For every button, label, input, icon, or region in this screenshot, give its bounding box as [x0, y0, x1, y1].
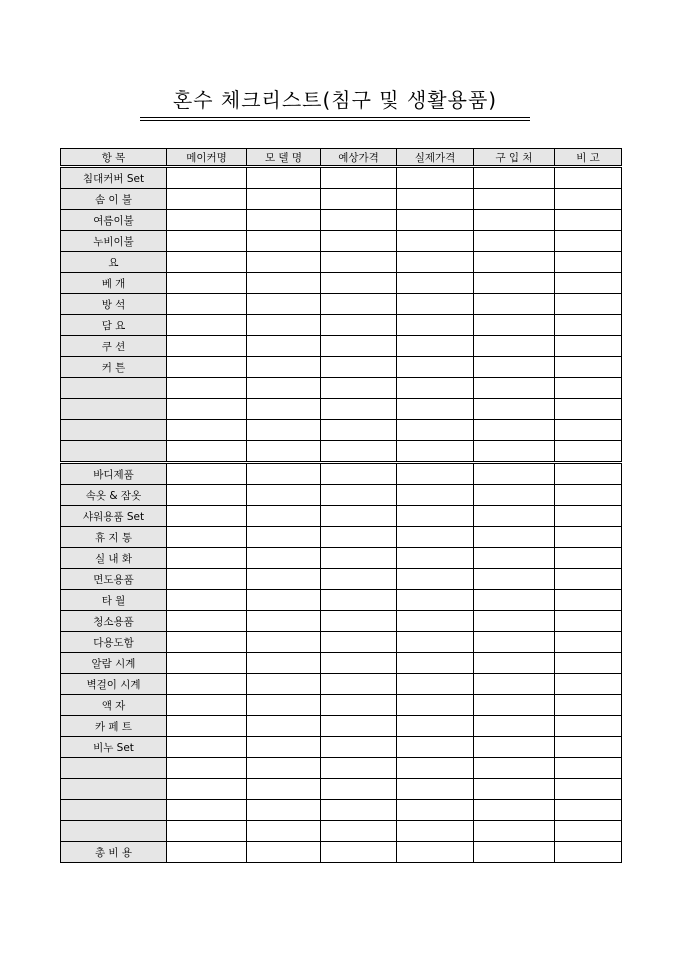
entry-cell[interactable]	[397, 716, 474, 737]
entry-cell[interactable]	[474, 590, 555, 611]
item-name: 베 개	[61, 273, 167, 294]
item-name	[61, 800, 167, 821]
entry-cell[interactable]	[474, 632, 555, 653]
table-row	[61, 189, 622, 210]
entry-cell[interactable]	[555, 716, 622, 737]
header-item: 항 목	[61, 149, 167, 167]
table-row	[61, 210, 622, 231]
entry-cell[interactable]	[321, 590, 397, 611]
entry-cell[interactable]	[474, 674, 555, 695]
entry-cell[interactable]	[474, 821, 555, 842]
entry-cell[interactable]	[167, 611, 247, 632]
entry-cell[interactable]	[555, 399, 622, 420]
table-row	[61, 779, 622, 800]
entry-cell[interactable]	[397, 695, 474, 716]
table-row	[61, 294, 622, 315]
entry-cell[interactable]	[247, 210, 321, 231]
entry-cell[interactable]	[555, 420, 622, 441]
entry-cell[interactable]	[321, 842, 397, 863]
item-name: 면도용품	[61, 569, 167, 590]
entry-cell[interactable]	[247, 632, 321, 653]
table-row	[61, 485, 622, 506]
entry-cell[interactable]	[474, 273, 555, 294]
entry-cell[interactable]	[167, 378, 247, 399]
entry-cell[interactable]	[321, 800, 397, 821]
table-row	[61, 590, 622, 611]
entry-cell[interactable]	[321, 167, 397, 189]
item-name	[61, 758, 167, 779]
item-name: 요	[61, 252, 167, 273]
item-name: 비누 Set	[61, 737, 167, 758]
entry-cell[interactable]	[474, 758, 555, 779]
entry-cell[interactable]	[555, 758, 622, 779]
entry-cell[interactable]	[474, 189, 555, 210]
item-name: 속옷 & 잠옷	[61, 485, 167, 506]
entry-cell[interactable]	[247, 758, 321, 779]
entry-cell[interactable]	[555, 167, 622, 189]
entry-cell[interactable]	[247, 506, 321, 527]
entry-cell[interactable]	[167, 315, 247, 336]
table-row	[61, 737, 622, 758]
entry-cell[interactable]	[321, 506, 397, 527]
entry-cell[interactable]	[247, 821, 321, 842]
title-underline	[140, 117, 530, 118]
entry-cell[interactable]	[555, 315, 622, 336]
entry-cell[interactable]	[474, 695, 555, 716]
entry-cell[interactable]	[555, 737, 622, 758]
entry-cell[interactable]	[247, 463, 321, 485]
entry-cell[interactable]	[397, 231, 474, 252]
table-row	[61, 569, 622, 590]
entry-cell[interactable]	[474, 800, 555, 821]
entry-cell[interactable]	[555, 336, 622, 357]
table-row	[61, 420, 622, 441]
entry-cell[interactable]	[167, 294, 247, 315]
item-name	[61, 420, 167, 441]
entry-cell[interactable]	[555, 590, 622, 611]
item-name: 실 내 화	[61, 548, 167, 569]
entry-cell[interactable]	[321, 336, 397, 357]
entry-cell[interactable]	[397, 779, 474, 800]
item-name: 방 석	[61, 294, 167, 315]
entry-cell[interactable]	[247, 189, 321, 210]
table-row	[61, 821, 622, 842]
entry-cell[interactable]	[167, 189, 247, 210]
header-note: 비 고	[555, 149, 622, 167]
entry-cell[interactable]	[247, 399, 321, 420]
entry-cell[interactable]	[397, 336, 474, 357]
entry-cell[interactable]	[167, 737, 247, 758]
entry-cell[interactable]	[247, 231, 321, 252]
header-maker: 메이커명	[167, 149, 247, 167]
entry-cell[interactable]	[247, 800, 321, 821]
entry-cell[interactable]	[555, 210, 622, 231]
entry-cell[interactable]	[555, 252, 622, 273]
entry-cell[interactable]	[167, 569, 247, 590]
entry-cell[interactable]	[397, 758, 474, 779]
table-row	[61, 632, 622, 653]
table-row	[61, 315, 622, 336]
entry-cell[interactable]	[247, 716, 321, 737]
entry-cell[interactable]	[474, 357, 555, 378]
entry-cell[interactable]	[167, 821, 247, 842]
entry-cell[interactable]	[397, 210, 474, 231]
entry-cell[interactable]	[321, 463, 397, 485]
item-name	[61, 779, 167, 800]
entry-cell[interactable]	[397, 294, 474, 315]
entry-cell[interactable]	[397, 167, 474, 189]
item-name	[61, 441, 167, 463]
entry-cell[interactable]	[555, 569, 622, 590]
entry-cell[interactable]	[474, 548, 555, 569]
entry-cell[interactable]	[397, 737, 474, 758]
entry-cell[interactable]	[397, 548, 474, 569]
entry-cell[interactable]	[474, 779, 555, 800]
entry-cell[interactable]	[167, 506, 247, 527]
item-name	[61, 378, 167, 399]
entry-cell[interactable]	[474, 441, 555, 463]
entry-cell[interactable]	[474, 506, 555, 527]
item-name: 담 요	[61, 315, 167, 336]
item-name: 벽걸이 시계	[61, 674, 167, 695]
entry-cell[interactable]	[167, 485, 247, 506]
entry-cell[interactable]	[555, 273, 622, 294]
entry-cell[interactable]	[321, 420, 397, 441]
entry-cell[interactable]	[555, 695, 622, 716]
entry-cell[interactable]	[397, 506, 474, 527]
entry-cell[interactable]	[167, 273, 247, 294]
entry-cell[interactable]	[474, 315, 555, 336]
item-name: 액 자	[61, 695, 167, 716]
entry-cell[interactable]	[474, 463, 555, 485]
table-row	[61, 357, 622, 378]
item-name: 알람 시계	[61, 653, 167, 674]
entry-cell[interactable]	[247, 590, 321, 611]
item-name: 침대커버 Set	[61, 167, 167, 189]
entry-cell[interactable]	[167, 231, 247, 252]
total-row	[61, 842, 622, 863]
entry-cell[interactable]	[397, 441, 474, 463]
entry-cell[interactable]	[555, 463, 622, 485]
table-row	[61, 231, 622, 252]
entry-cell[interactable]	[321, 252, 397, 273]
entry-cell[interactable]	[474, 399, 555, 420]
entry-cell[interactable]	[321, 716, 397, 737]
entry-cell[interactable]	[397, 357, 474, 378]
entry-cell[interactable]	[474, 336, 555, 357]
table-row	[61, 463, 622, 485]
item-name: 휴 지 통	[61, 527, 167, 548]
header-actual-price: 실제가격	[397, 149, 474, 167]
entry-cell[interactable]	[321, 569, 397, 590]
entry-cell[interactable]	[167, 252, 247, 273]
entry-cell[interactable]	[321, 231, 397, 252]
entry-cell[interactable]	[397, 378, 474, 399]
entry-cell[interactable]	[247, 336, 321, 357]
entry-cell[interactable]	[555, 674, 622, 695]
entry-cell[interactable]	[167, 758, 247, 779]
entry-cell[interactable]	[167, 210, 247, 231]
entry-cell[interactable]	[555, 632, 622, 653]
item-name: 총 비 용	[61, 842, 167, 863]
entry-cell[interactable]	[555, 548, 622, 569]
entry-cell[interactable]	[321, 294, 397, 315]
table-row	[61, 252, 622, 273]
item-name: 솜 이 불	[61, 189, 167, 210]
item-name	[61, 399, 167, 420]
entry-cell[interactable]	[167, 674, 247, 695]
entry-cell[interactable]	[321, 399, 397, 420]
entry-cell[interactable]	[247, 315, 321, 336]
entry-cell[interactable]	[555, 378, 622, 399]
item-name: 바디제품	[61, 463, 167, 485]
entry-cell[interactable]	[321, 611, 397, 632]
table-row	[61, 758, 622, 779]
entry-cell[interactable]	[167, 695, 247, 716]
entry-cell[interactable]	[555, 821, 622, 842]
entry-cell[interactable]	[474, 252, 555, 273]
entry-cell[interactable]	[397, 485, 474, 506]
item-name: 쿠 션	[61, 336, 167, 357]
entry-cell[interactable]	[247, 548, 321, 569]
entry-cell[interactable]	[321, 210, 397, 231]
entry-cell[interactable]	[555, 485, 622, 506]
entry-cell[interactable]	[247, 485, 321, 506]
entry-cell[interactable]	[474, 842, 555, 863]
entry-cell[interactable]	[555, 189, 622, 210]
entry-cell[interactable]	[167, 653, 247, 674]
item-name: 타 월	[61, 590, 167, 611]
entry-cell[interactable]	[247, 695, 321, 716]
item-name: 커 튼	[61, 357, 167, 378]
entry-cell[interactable]	[397, 463, 474, 485]
table-row	[61, 674, 622, 695]
entry-cell[interactable]	[397, 800, 474, 821]
entry-cell[interactable]	[247, 569, 321, 590]
entry-cell[interactable]	[397, 399, 474, 420]
item-name: 여름이불	[61, 210, 167, 231]
header-model: 모 델 명	[247, 149, 321, 167]
entry-cell[interactable]	[321, 737, 397, 758]
entry-cell[interactable]	[397, 315, 474, 336]
entry-cell[interactable]	[247, 294, 321, 315]
table-row	[61, 527, 622, 548]
item-name	[61, 821, 167, 842]
entry-cell[interactable]	[321, 378, 397, 399]
entry-cell[interactable]	[555, 779, 622, 800]
entry-cell[interactable]	[397, 632, 474, 653]
entry-cell[interactable]	[247, 842, 321, 863]
entry-cell[interactable]	[474, 378, 555, 399]
entry-cell[interactable]	[247, 357, 321, 378]
entry-cell[interactable]	[555, 357, 622, 378]
entry-cell[interactable]	[474, 167, 555, 189]
entry-cell[interactable]	[555, 653, 622, 674]
entry-cell[interactable]	[555, 611, 622, 632]
table-row	[61, 716, 622, 737]
entry-cell[interactable]	[247, 779, 321, 800]
table-row	[61, 548, 622, 569]
table-row	[61, 441, 622, 463]
entry-cell[interactable]	[321, 357, 397, 378]
entry-cell[interactable]	[247, 653, 321, 674]
entry-cell[interactable]	[397, 252, 474, 273]
checklist-table	[60, 148, 622, 863]
entry-cell[interactable]	[167, 716, 247, 737]
entry-cell[interactable]	[167, 779, 247, 800]
entry-cell[interactable]	[397, 273, 474, 294]
entry-cell[interactable]	[474, 569, 555, 590]
page-title: 혼수 체크리스트(침구 및 생활용품)	[172, 88, 498, 112]
table-row	[61, 399, 622, 420]
entry-cell[interactable]	[474, 527, 555, 548]
entry-cell[interactable]	[397, 527, 474, 548]
entry-cell[interactable]	[397, 590, 474, 611]
table-row	[61, 336, 622, 357]
entry-cell[interactable]	[247, 273, 321, 294]
entry-cell[interactable]	[474, 485, 555, 506]
entry-cell[interactable]	[397, 821, 474, 842]
entry-cell[interactable]	[397, 189, 474, 210]
entry-cell[interactable]	[321, 758, 397, 779]
entry-cell[interactable]	[167, 336, 247, 357]
entry-cell[interactable]	[321, 674, 397, 695]
entry-cell[interactable]	[167, 167, 247, 189]
entry-cell[interactable]	[555, 441, 622, 463]
entry-cell[interactable]	[247, 527, 321, 548]
table-row	[61, 611, 622, 632]
entry-cell[interactable]	[321, 273, 397, 294]
entry-cell[interactable]	[474, 294, 555, 315]
item-name: 누비이불	[61, 231, 167, 252]
entry-cell[interactable]	[474, 653, 555, 674]
entry-cell[interactable]	[474, 611, 555, 632]
entry-cell[interactable]	[321, 548, 397, 569]
entry-cell[interactable]	[321, 653, 397, 674]
entry-cell[interactable]	[321, 632, 397, 653]
entry-cell[interactable]	[247, 674, 321, 695]
entry-cell[interactable]	[397, 674, 474, 695]
entry-cell[interactable]	[167, 399, 247, 420]
entry-cell[interactable]	[474, 210, 555, 231]
entry-cell[interactable]	[167, 800, 247, 821]
entry-cell[interactable]	[321, 821, 397, 842]
title-block	[140, 86, 530, 121]
entry-cell[interactable]	[474, 231, 555, 252]
entry-cell[interactable]	[167, 420, 247, 441]
entry-cell[interactable]	[321, 779, 397, 800]
header-store: 구 입 처	[474, 149, 555, 167]
item-name: 청소용품	[61, 611, 167, 632]
entry-cell[interactable]	[555, 506, 622, 527]
header-row	[61, 149, 622, 167]
table-row	[61, 167, 622, 189]
entry-cell[interactable]	[555, 842, 622, 863]
entry-cell[interactable]	[321, 695, 397, 716]
entry-cell[interactable]	[167, 357, 247, 378]
item-name: 다용도함	[61, 632, 167, 653]
header-expected-price: 예상가격	[321, 149, 397, 167]
entry-cell[interactable]	[167, 441, 247, 463]
entry-cell[interactable]	[321, 189, 397, 210]
table-row	[61, 800, 622, 821]
entry-cell[interactable]	[397, 611, 474, 632]
entry-cell[interactable]	[247, 441, 321, 463]
entry-cell[interactable]	[247, 420, 321, 441]
entry-cell[interactable]	[555, 527, 622, 548]
entry-cell[interactable]	[397, 569, 474, 590]
entry-cell[interactable]	[167, 527, 247, 548]
entry-cell[interactable]	[321, 441, 397, 463]
entry-cell[interactable]	[167, 632, 247, 653]
entry-cell[interactable]	[167, 548, 247, 569]
entry-cell[interactable]	[247, 167, 321, 189]
entry-cell[interactable]	[321, 485, 397, 506]
entry-cell[interactable]	[247, 611, 321, 632]
entry-cell[interactable]	[474, 716, 555, 737]
entry-cell[interactable]	[397, 842, 474, 863]
entry-cell[interactable]	[555, 800, 622, 821]
table-row	[61, 506, 622, 527]
entry-cell[interactable]	[474, 737, 555, 758]
table-row	[61, 653, 622, 674]
table-row	[61, 273, 622, 294]
entry-cell[interactable]	[247, 378, 321, 399]
entry-cell[interactable]	[397, 653, 474, 674]
entry-cell[interactable]	[555, 294, 622, 315]
entry-cell[interactable]	[321, 527, 397, 548]
entry-cell[interactable]	[167, 463, 247, 485]
item-name: 카 페 트	[61, 716, 167, 737]
entry-cell[interactable]	[247, 737, 321, 758]
table-row	[61, 378, 622, 399]
entry-cell[interactable]	[474, 420, 555, 441]
entry-cell[interactable]	[555, 231, 622, 252]
table-row	[61, 695, 622, 716]
entry-cell[interactable]	[167, 842, 247, 863]
entry-cell[interactable]	[247, 252, 321, 273]
entry-cell[interactable]	[321, 315, 397, 336]
entry-cell[interactable]	[167, 590, 247, 611]
entry-cell[interactable]	[397, 420, 474, 441]
title-underline-second	[140, 120, 530, 121]
item-name: 샤워용품 Set	[61, 506, 167, 527]
